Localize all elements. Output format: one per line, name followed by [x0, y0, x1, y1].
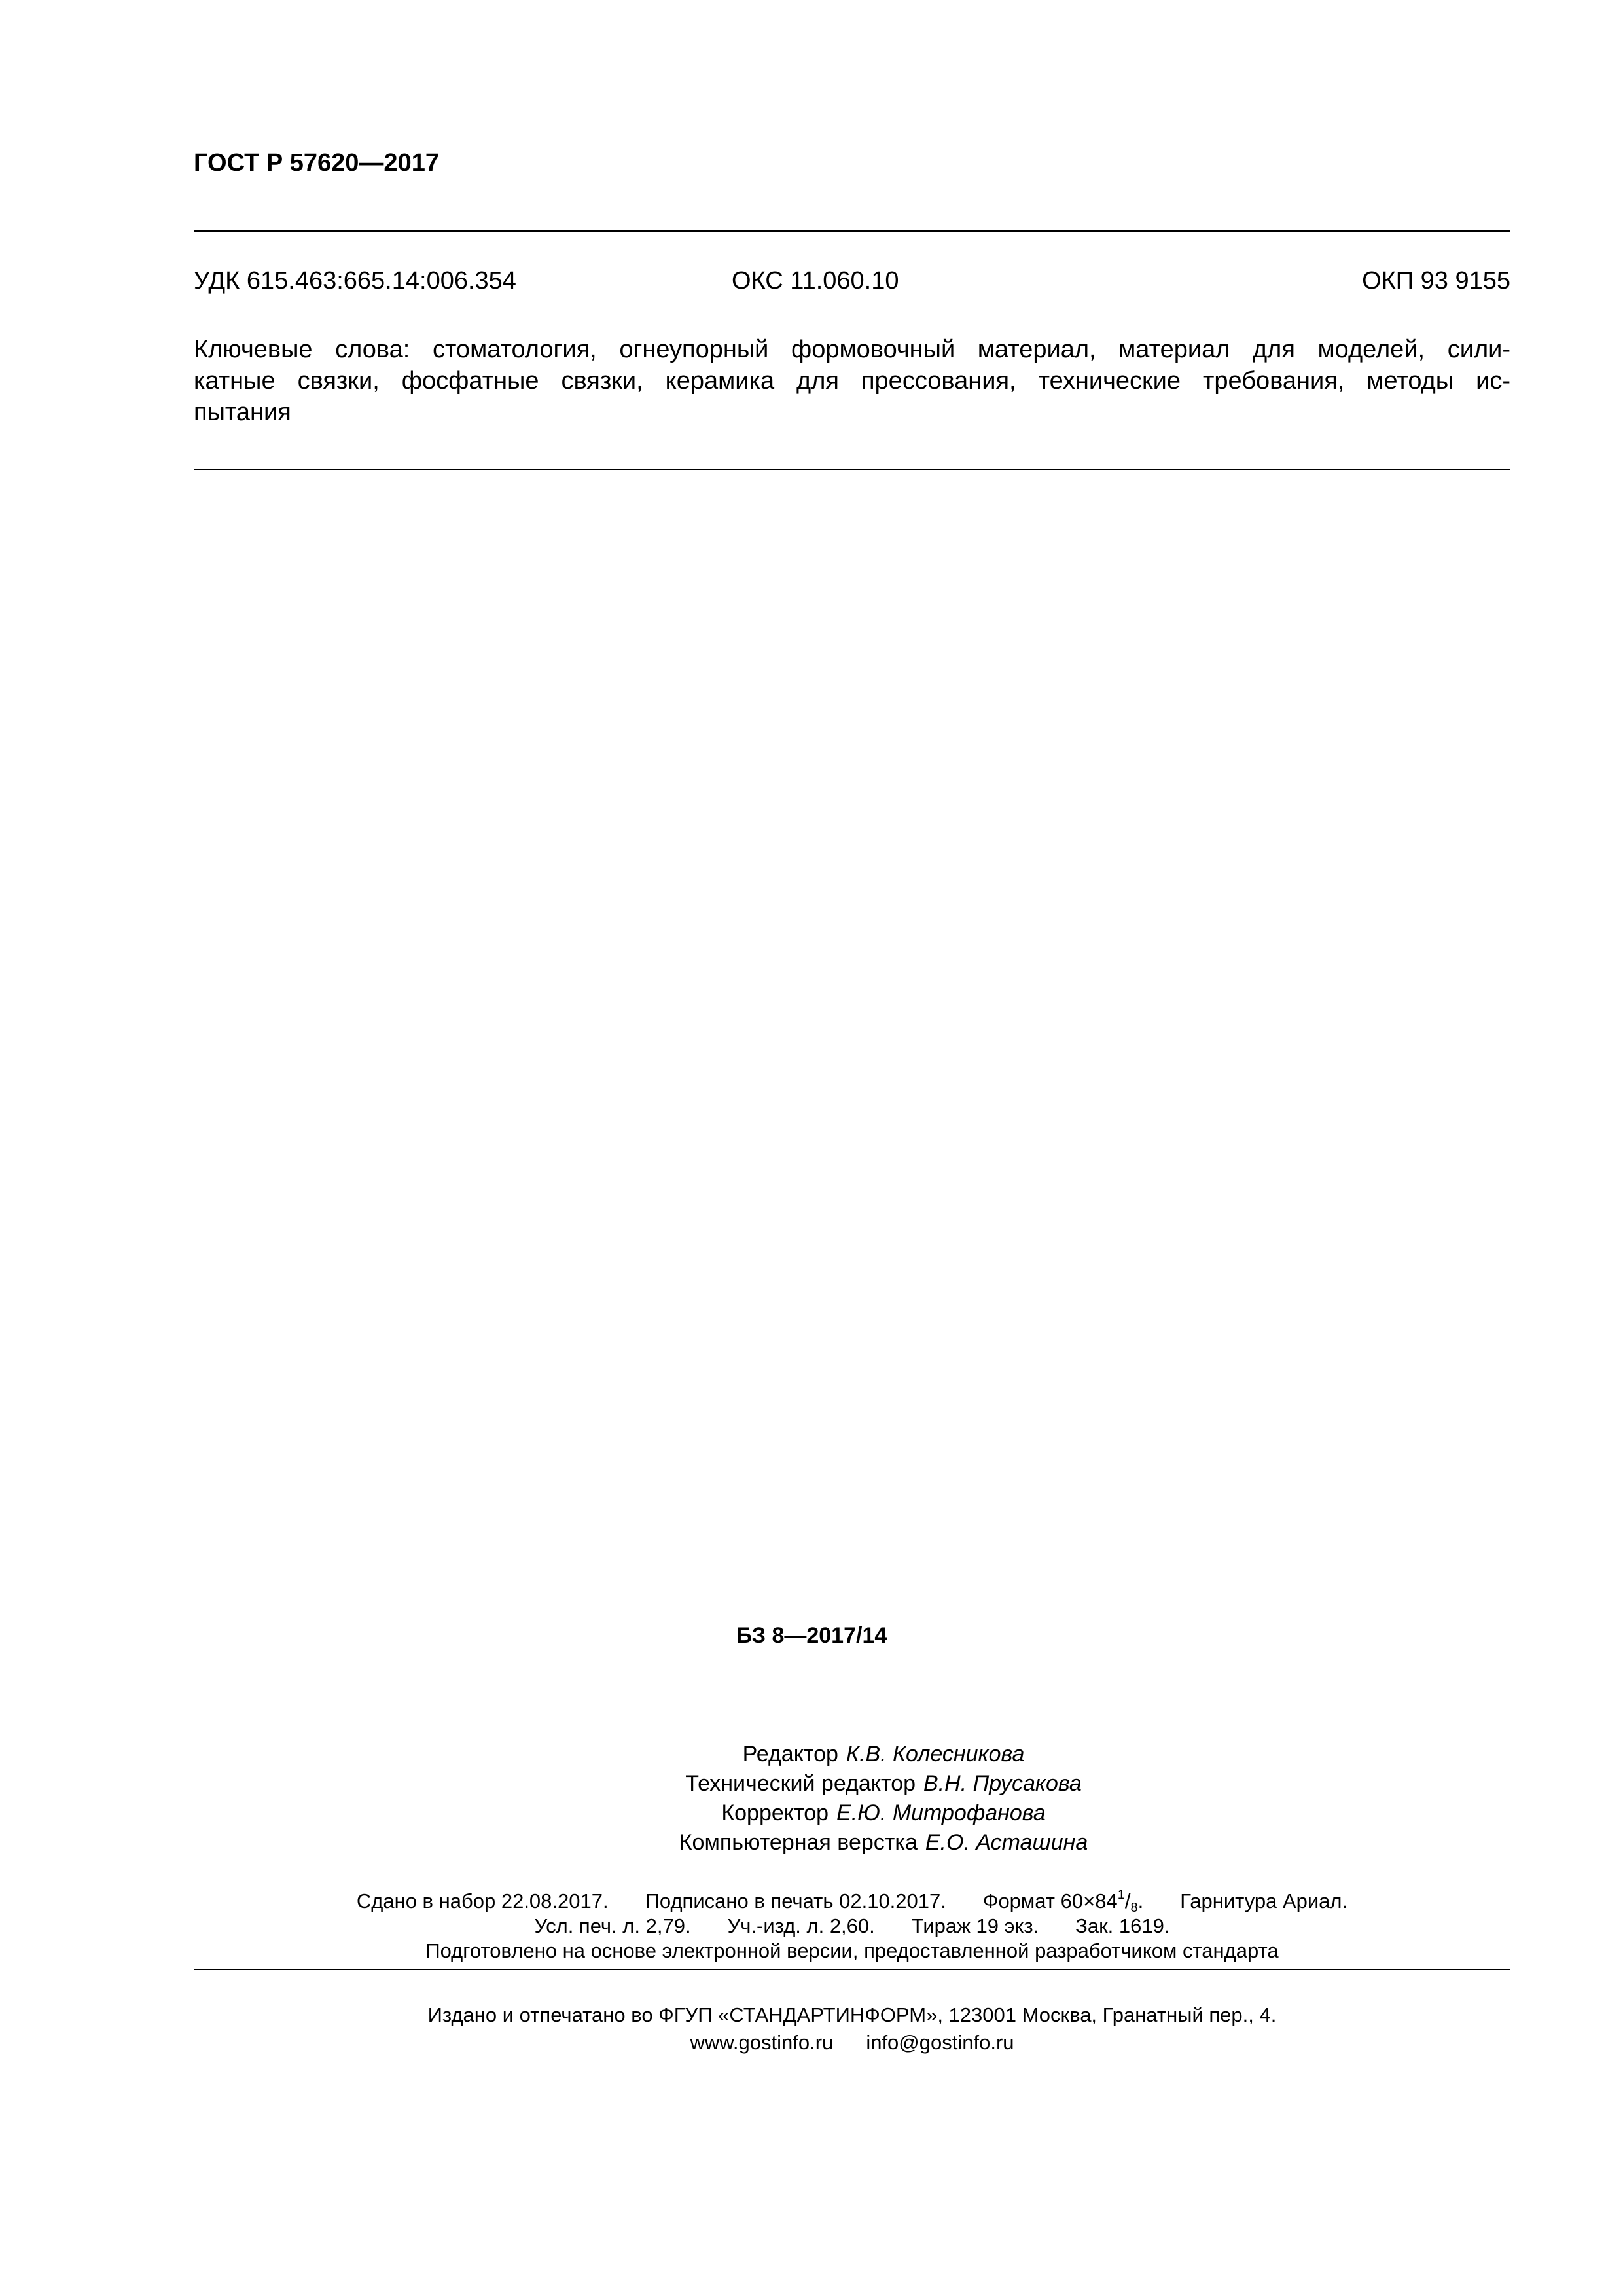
publishing-sheets: Уч.-изд. л. 2,60. [727, 1914, 875, 1937]
website-link[interactable]: www.gostinfo.ru [690, 2031, 834, 2054]
publisher-block [194, 2001, 1510, 2056]
keywords-block [194, 334, 1510, 428]
keywords-line: пытания [194, 399, 291, 426]
paper-format: Формат $60\times 84^1/_8$. [982, 1888, 1144, 1915]
keywords-line: Ключевые слова: стоматология, огнеупорный формовочный материал, материал для моделей, сили- [194, 336, 1510, 363]
okp-code: ОКП 93 9155 [1362, 267, 1510, 295]
order-number: Зак. 1619. [1075, 1914, 1170, 1937]
staff-role: Компьютерная верстка [679, 1830, 918, 1855]
print-sheets: Усл. печ. л. 2,79. [534, 1914, 691, 1937]
email-link[interactable]: info@gostinfo.ru [866, 2031, 1014, 2054]
publisher-address: Издано и отпечатано во ФГУП «СТАНДАРТИНФОРМ», 123001 Москва, Гранатный пер., 4. [427, 2003, 1277, 2026]
top-divider [194, 230, 1510, 232]
imprint-line [194, 1889, 1510, 1914]
staff-role: Корректор [721, 1801, 829, 1825]
staff-name: Е.О. Асташина [925, 1830, 1088, 1855]
staff-name: К.В. Колесникова [846, 1742, 1025, 1767]
imprint-block [194, 1889, 1510, 1964]
prepared-note: Подготовлено на основе электронной версии, предоставленной разработчиком стандарта [425, 1939, 1279, 1962]
staff-entry [589, 1828, 1178, 1857]
publisher-divider [194, 1969, 1510, 1970]
udk-code: УДК 615.463:665.14:006.354 [194, 267, 516, 295]
document-code: ГОСТ Р 57620—2017 [194, 149, 439, 177]
oks-code: ОКС 11.060.10 [732, 267, 899, 295]
staff-entry [589, 1769, 1178, 1799]
staff-entry [589, 1799, 1178, 1828]
keywords-line: катные связки, фосфатные связки, керамика для прессования, технические требования, методы ис- [194, 367, 1510, 395]
classification-row [194, 267, 1510, 304]
typeface: Гарнитура Ариал. [1180, 1890, 1348, 1912]
bz-number: БЗ 8—2017/14 [736, 1623, 887, 1648]
staff-entry [589, 1740, 1178, 1769]
signed-date: Подписано в печать 02.10.2017. [645, 1890, 946, 1912]
staff-list [589, 1740, 1178, 1857]
submitted-date: Сдано в набор 22.08.2017. [356, 1890, 609, 1912]
imprint-line [194, 1914, 1510, 1939]
circulation: Тираж 19 экз. [911, 1914, 1039, 1937]
staff-name: Е.Ю. Митрофанова [836, 1801, 1046, 1825]
publisher-contacts [194, 2029, 1510, 2056]
keywords-divider [194, 469, 1510, 470]
staff-role: Технический редактор [685, 1771, 916, 1796]
staff-name: В.Н. Прусакова [923, 1771, 1082, 1796]
staff-role: Редактор [742, 1742, 838, 1767]
